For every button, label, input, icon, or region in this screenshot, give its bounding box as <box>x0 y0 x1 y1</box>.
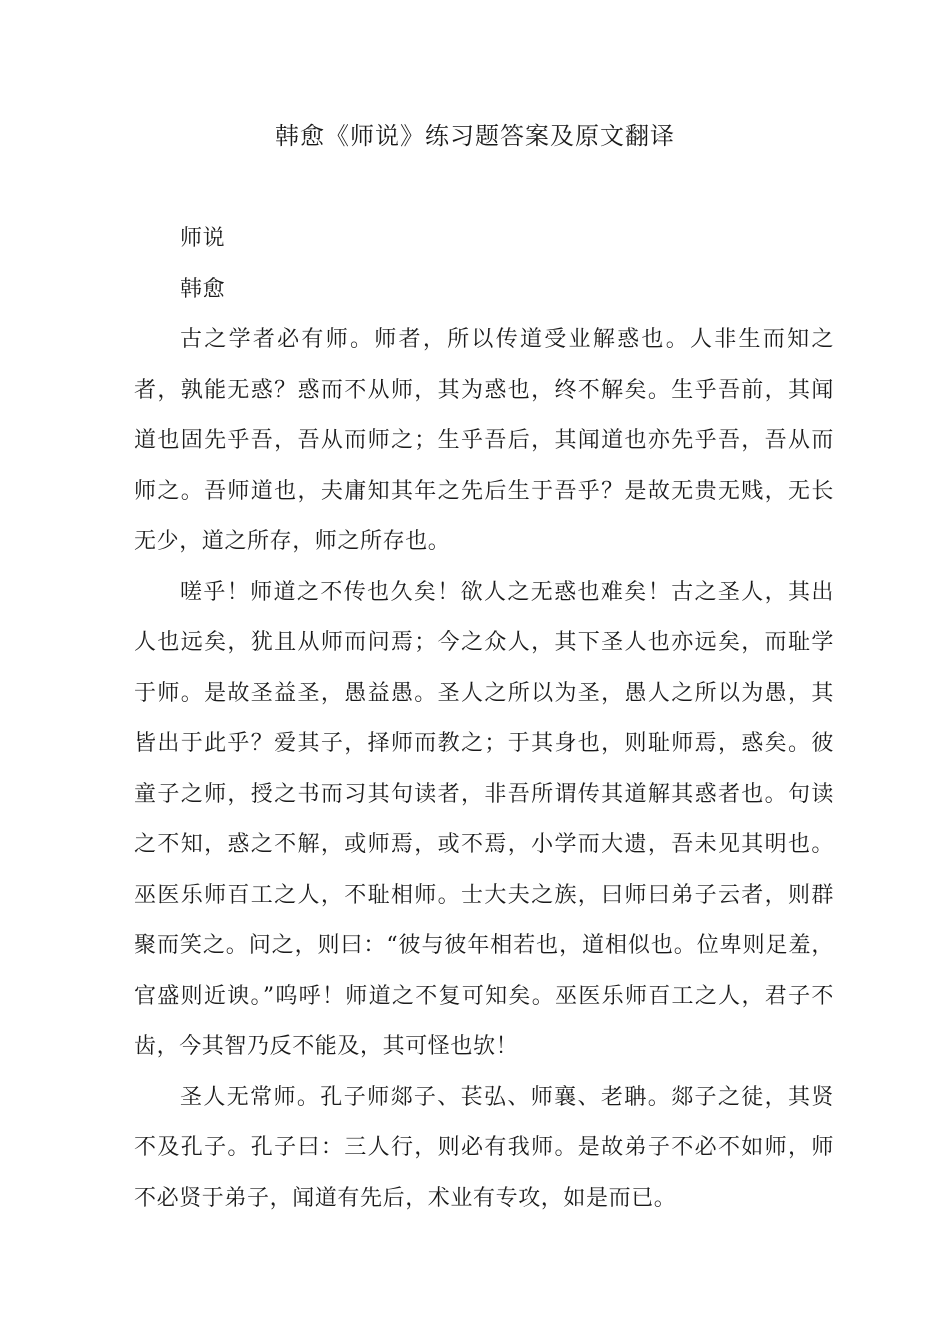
document-title: 韩愈《师说》练习题答案及原文翻译 <box>275 122 675 150</box>
essay-author: 韩愈 <box>180 276 226 302</box>
essay-heading: 师说 <box>180 226 226 251</box>
document-body <box>134 214 834 1224</box>
paragraph-1: 古之学者必有师。师者，所以传道受业解惑也。人非生而知之者，孰能无惑？惑而不从师，其为惑也，终不解矣。生乎吾前，其闻道也固先乎吾，吾从而师之；生乎吾后，其闻道也亦先乎吾，吾从而师之。吾师道也，夫庸知其年之先后生于吾乎？是故无贵无贱，无长无少，道之所存，师之所存也。 <box>134 327 834 554</box>
paragraph-3: 圣人无常师。孔子师郯子、苌弘、师襄、老聃。郯子之徒，其贤不及孔子。孔子曰：三人行，则必有我师。是故弟子不必不如师，师不必贤于弟子，闻道有先后，术业有专攻，如是而已。 <box>134 1084 834 1211</box>
paragraph-2: 嗟乎！师道之不传也久矣！欲人之无惑也难矣！古之圣人，其出人也远矣，犹且从师而问焉；今之众人，其下圣人也亦远矣，而耻学于师。是故圣益圣，愚益愚。圣人之所以为圣，愚人之所以为愚，其皆出于此乎？爱其子，择师而教之；于其身也，则耻师焉，惑矣。彼童子之师，授之书而习其句读者，非吾所谓传其道解其惑者也。句读之不知，惑之不解，或师焉，或不焉，小学而大遗，吾未见其明也。巫医乐师百工之人，不耻相师。士大夫之族，曰师曰弟子云者，则群聚而笑之。问之，则曰：“彼与彼年相若也，道相似也。位卑则足羞，官盛则近谀。”呜呼！师道之不复可知矣。巫医乐师百工之人，君子不齿，今其智乃反不能及，其可怪也欤！ <box>134 579 834 1059</box>
